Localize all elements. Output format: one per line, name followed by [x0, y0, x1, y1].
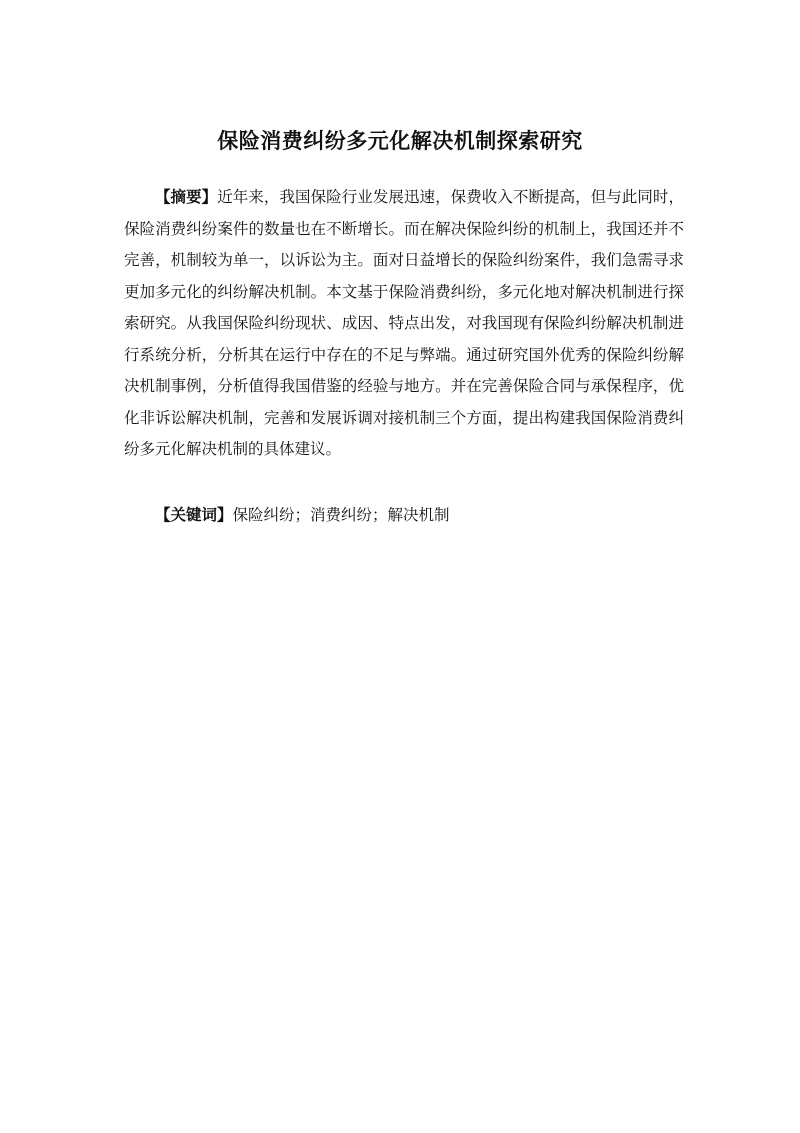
document-title: 保险消费纠纷多元化解决机制探索研究: [217, 129, 583, 153]
keywords-paragraph: [155, 500, 685, 531]
keywords-text: 保险纠纷；消费纠纷；解决机制: [232, 506, 450, 524]
abstract-paragraph: [124, 182, 684, 466]
abstract-text: 近年来，我国保险行业发展迅速，保费收入不断提高，但与此同时，保险消费纠纷案件的数量也在不断增长。而在解决保险纠纷的机制上，我国还并不完善，机制较为单一，以诉讼为主。面对日益增长的保险纠纷案件，我们急需寻求更加多元化的纠纷解决机制。本文基于保险消费纠纷，多元化地对解决机制进行探索研究。从我国保险纠纷现状、成因、特点出发，对我国现有保险纠纷解决机制进行系统分析，分析其在运行中存在的不足与弊端。通过研究国外优秀的保险纠纷解决机制事例，分析值得我国借鉴的经验与地方。并在完善保险合同与承保程序，优化非诉讼解决机制，完善和发展诉调对接机制三个方面，提出构建我国保险消费纠纷多元化解决机制的具体建议。: [124, 188, 684, 458]
abstract-label: 【摘要】: [155, 188, 218, 206]
keywords-label: 【关键词】: [155, 506, 233, 524]
